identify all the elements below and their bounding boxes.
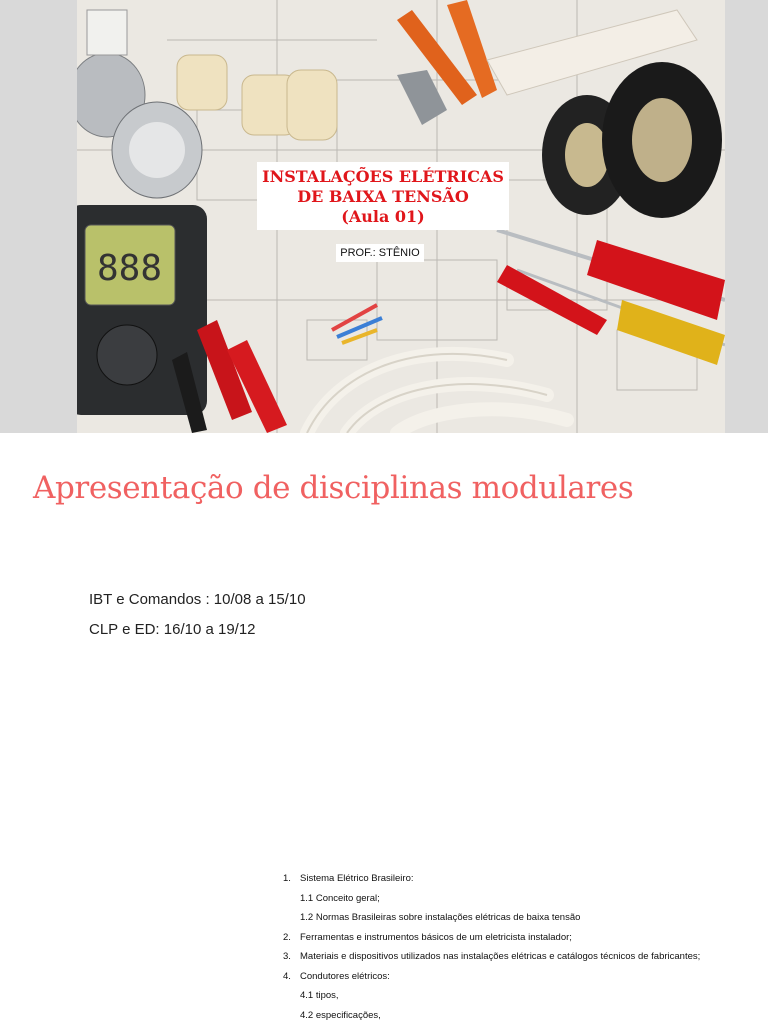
syllabus-number: 4. xyxy=(283,967,300,987)
schedule-list xyxy=(89,590,306,640)
multimeter-readout: 888 xyxy=(97,248,162,289)
syllabus-subitem xyxy=(283,1006,753,1025)
syllabus-item xyxy=(283,947,753,967)
syllabus-text: 1.2 Normas Brasileiras sobre instalações elétricas de baixa tensão xyxy=(300,912,580,923)
syllabus-subitem xyxy=(283,986,753,1006)
syllabus-text: Ferramentas e instrumentos básicos de um eletricista instalador; xyxy=(300,932,572,943)
syllabus-item xyxy=(283,967,753,987)
syllabus-text: Sistema Elétrico Brasileiro: xyxy=(300,873,414,884)
syllabus-text: Materiais e dispositivos utilizados nas instalações elétricas e catálogos técnicos de fabricantes; xyxy=(300,951,700,962)
syllabus-text: 1.1 Conceito geral; xyxy=(300,893,380,904)
syllabus-number: 3. xyxy=(283,947,300,967)
syllabus-list xyxy=(283,869,753,1025)
page-heading: Apresentação de disciplinas modulares xyxy=(33,470,633,506)
syllabus-text: Condutores elétricos: xyxy=(300,971,390,982)
syllabus-subitem xyxy=(283,908,753,928)
cover-title-line-2: DE BAIXA TENSÃO xyxy=(257,187,509,207)
cover-photo xyxy=(77,0,725,433)
syllabus-item xyxy=(283,928,753,948)
syllabus-text: 4.1 tipos, xyxy=(300,990,339,1001)
professor-label: PROF.: STÊNIO xyxy=(336,244,424,262)
syllabus-subitem xyxy=(283,889,753,909)
syllabus-number: 1. xyxy=(283,869,300,889)
cover-title-line-3: (Aula 01) xyxy=(257,207,509,227)
syllabus-item xyxy=(283,869,753,889)
schedule-item: CLP e ED: 16/10 a 19/12 xyxy=(89,620,306,640)
syllabus-number: 2. xyxy=(283,928,300,948)
syllabus-text: 4.2 especificações, xyxy=(300,1010,381,1021)
cover-title-box xyxy=(257,162,509,230)
schedule-item: IBT e Comandos : 10/08 a 15/10 xyxy=(89,590,306,610)
cover-title-line-1: INSTALAÇÕES ELÉTRICAS xyxy=(257,167,509,187)
